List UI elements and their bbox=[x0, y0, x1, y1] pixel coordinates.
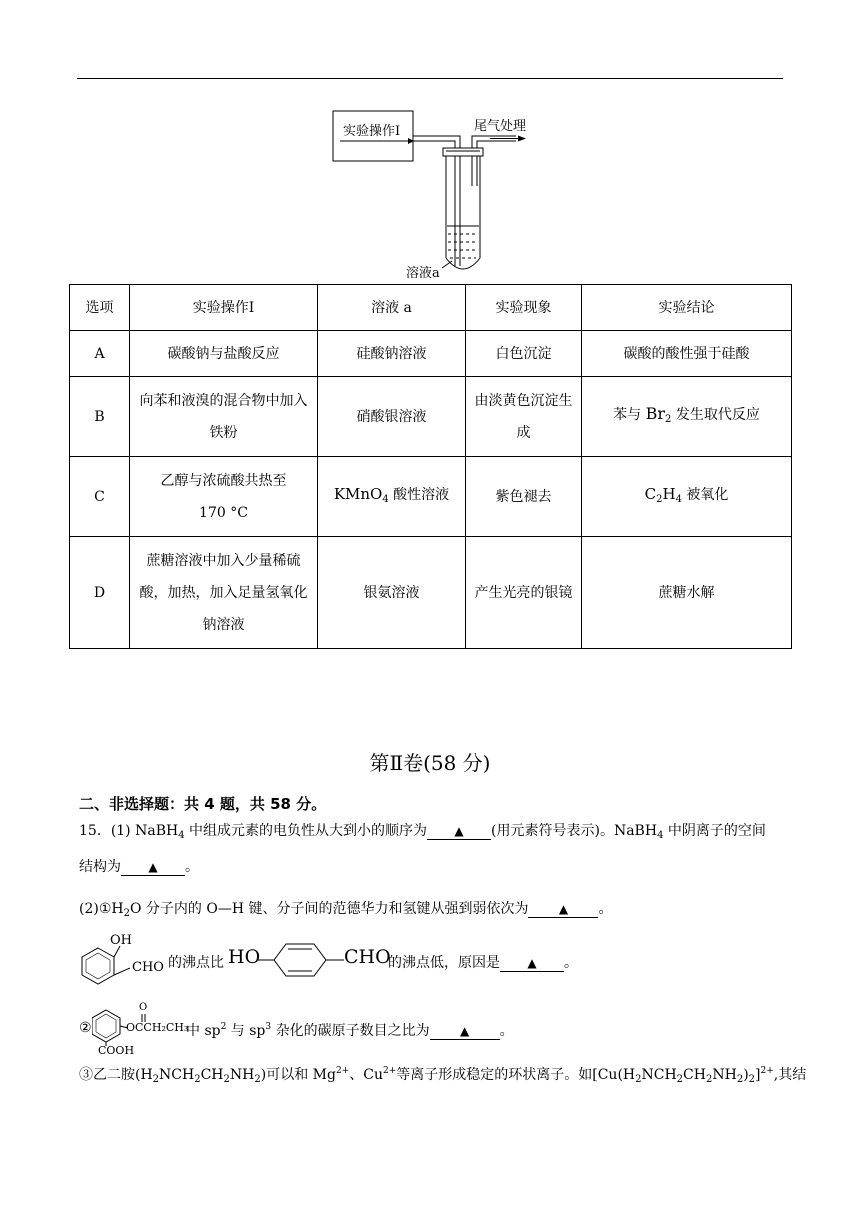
conclusion-cell: $C_2H_4$ 被氧化 bbox=[582, 457, 792, 537]
header-rule bbox=[77, 78, 783, 79]
table-header: 溶液 a bbox=[318, 285, 466, 331]
q15-line-2: 结构为 ▲ 。 bbox=[79, 859, 199, 875]
phenomenon-cell: 由淡黄色沉淀生成 bbox=[466, 377, 582, 457]
phenomenon-cell: 产生光亮的银镜 bbox=[466, 537, 582, 649]
q15-line-1: 15．(1) NaBH$_4$ 中组成元素的电负性从大到小的顺序为 ▲ (用元素符号表示)。NaBH$_4$ 中阴离子的空间 bbox=[79, 823, 766, 841]
section-title: 第Ⅱ卷(58 分) bbox=[369, 751, 491, 775]
operation-cell: 乙醇与浓硫酸共热至 170 °C bbox=[130, 457, 318, 537]
q15-line-4b: 的沸点低，原因是 ▲ 。 bbox=[388, 955, 578, 971]
answer-blank[interactable]: ▲ bbox=[528, 901, 598, 918]
q15-line-5-marker: ② bbox=[79, 1020, 92, 1036]
option-cell: A bbox=[70, 331, 130, 377]
apparatus-diagram bbox=[330, 108, 550, 287]
salicylaldehyde-structure: OH CHO bbox=[76, 932, 168, 990]
table-header: 实验结论 bbox=[582, 285, 792, 331]
answer-blank[interactable]: ▲ bbox=[500, 955, 564, 972]
answer-blank[interactable]: ▲ bbox=[121, 859, 185, 876]
q15-line-3: $(2)①H_2O$ 分子内的 O—H 键、分子间的范德华力和氢键从强到弱依次为 ▲ 。 bbox=[79, 901, 613, 919]
section-heading: 二、非选择题：共 4 题，共 58 分。 bbox=[79, 795, 327, 813]
operation-cell: 碳酸钠与盐酸反应 bbox=[130, 331, 318, 377]
table-header-row bbox=[70, 285, 792, 331]
answer-blank[interactable]: ▲ bbox=[430, 1023, 500, 1040]
q15-line-6: ③乙二胺$(H_2NCH_2CH_2NH_2)$可以和 $Mg^{2+}$、$Cu^{2+}$等离子形成稳定的环状离子。如$[Cu(H_2NCH_2CH_2NH_2)_2]^{2+}$,其结 bbox=[79, 1066, 807, 1085]
table-header: 实验现象 bbox=[466, 285, 582, 331]
table-row bbox=[70, 537, 792, 649]
operation-cell: 向苯和液溴的混合物中加入铁粉 bbox=[130, 377, 318, 457]
conclusion-cell: 苯与 $Br_2$ 发生取代反应 bbox=[582, 377, 792, 457]
apparatus-solution-label: 溶液a bbox=[406, 266, 440, 281]
table-row bbox=[70, 457, 792, 537]
solution-cell: 硝酸银溶液 bbox=[318, 377, 466, 457]
answer-blank[interactable]: ▲ bbox=[427, 823, 491, 840]
solution-cell: KMnO$_4$ 酸性溶液 bbox=[318, 457, 466, 537]
q15-line-5: 中 $sp^2$ 与 $sp^3$ 杂化的碳原子数目之比为 ▲ 。 bbox=[186, 1022, 514, 1039]
phenomenon-cell: 紫色褪去 bbox=[466, 457, 582, 537]
operation-cell: 蔗糖溶液中加入少量稀硫酸，加热，加入足量氢氧化钠溶液 bbox=[130, 537, 318, 649]
table-header: 实验操作Ⅰ bbox=[130, 285, 318, 331]
table-header: 选项 bbox=[70, 285, 130, 331]
table-row bbox=[70, 377, 792, 457]
solution-cell: 硅酸钠溶液 bbox=[318, 331, 466, 377]
solution-cell: 银氨溶液 bbox=[318, 537, 466, 649]
q15-line-4: 的沸点比 bbox=[168, 955, 224, 971]
experiment-table bbox=[69, 284, 792, 649]
apparatus-box-label: 实验操作Ⅰ bbox=[343, 124, 401, 139]
conclusion-cell: 蔗糖水解 bbox=[582, 537, 792, 649]
option-cell: B bbox=[70, 377, 130, 457]
propionylsalicylic-structure: O OCCH₂CH₃ COOH bbox=[92, 1002, 188, 1056]
option-cell: D bbox=[70, 537, 130, 649]
phenomenon-cell: 白色沉淀 bbox=[466, 331, 582, 377]
option-cell: C bbox=[70, 457, 130, 537]
conclusion-cell: 碳酸的酸性强于硅酸 bbox=[582, 331, 792, 377]
apparatus-outlet-label: 尾气处理 bbox=[474, 119, 527, 134]
table-row bbox=[70, 331, 792, 377]
hydroxybenzaldehyde-structure: HO CHO bbox=[228, 940, 388, 980]
benzene-ring-icon bbox=[258, 940, 348, 980]
